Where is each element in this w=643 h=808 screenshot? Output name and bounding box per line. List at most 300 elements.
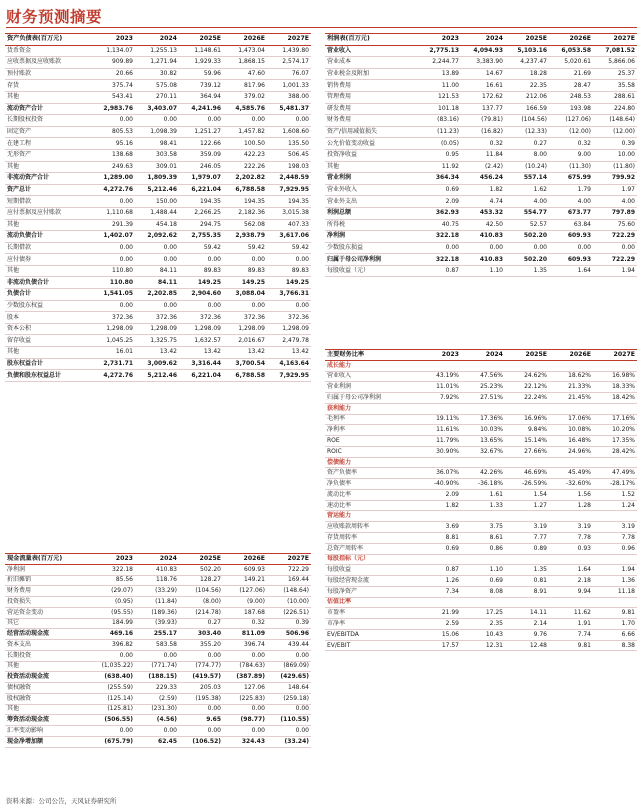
cell-value: 2,202.82 [223,173,267,185]
cell-value: 1.28 [549,500,593,511]
cell-value: 609.93 [223,564,267,575]
table-row [325,522,637,533]
cell-value: (95.55) [91,607,135,618]
cell-value: (79.81) [461,115,505,127]
cell-value: 10.00 [593,149,637,161]
row-label: 营业收入 [325,371,417,382]
cell-value: 100.50 [223,138,267,150]
cell-value: 187.68 [223,607,267,618]
cell-value: 0.00 [179,300,223,312]
cell-value: 2,731.71 [91,358,135,370]
table-row [5,161,311,173]
cell-value: (419.57) [179,672,223,683]
cell-value: 249.63 [91,161,135,173]
cell-value: 5,212.46 [135,184,179,196]
cell-value: 10.03% [461,425,505,436]
cell-value: 0.39 [593,138,637,150]
cell-value: 59.42 [267,242,311,254]
cell-value: 4,585.76 [223,103,267,115]
table-row [325,393,637,404]
cell-value: 6,221.04 [179,184,223,196]
table-row [325,149,637,161]
cell-value: 46.69% [505,468,549,479]
cell-value: 1.94 [593,565,637,576]
row-label: 股权融资 [5,693,91,704]
row-label: 营业收入 [325,45,417,57]
table-row [5,726,311,737]
cell-value: 5,212.46 [135,370,179,382]
table-row [5,335,311,347]
table-row [325,68,637,80]
cell-value: 9.81 [593,608,637,619]
cell-value [417,403,461,414]
cell-value: 0.00 [505,242,549,254]
cell-value: 0.00 [91,242,135,254]
cell-value: 5,103.16 [505,45,549,57]
cell-value [593,554,637,565]
cell-value: (0.05) [417,138,461,150]
column-header: 2024 [461,350,505,361]
row-label: 营业成本 [325,57,417,69]
row-label: 其他 [5,265,91,277]
cell-value: 0.00 [267,254,311,266]
section-label: 获利能力 [325,403,417,414]
cell-value: 18.28 [505,68,549,80]
cell-value [417,360,461,371]
row-label: ROE [325,436,417,447]
cell-value: 372.36 [91,312,135,324]
financial-ratios-table [325,349,637,651]
cell-value: 0.00 [223,726,267,737]
cell-value: 172.62 [461,91,505,103]
cell-value: 246.05 [179,161,223,173]
page-title: 财务预测摘要 [6,8,103,26]
cell-value: 0.00 [267,300,311,312]
cell-value: 76.07 [267,68,311,80]
row-label: 流动比率 [325,489,417,500]
cell-value [505,403,549,414]
cell-value [505,511,549,522]
cell-value: 2,983.76 [91,103,135,115]
cell-value: 98.41 [135,138,179,150]
cell-value: 1,134.07 [91,45,135,57]
cell-value: 3,015.38 [267,207,311,219]
section-label: 每股指标（元） [325,554,417,565]
section-label: 偿债能力 [325,457,417,468]
table-row [5,300,311,312]
cell-value: 456.24 [461,173,505,185]
cell-value [461,511,505,522]
cell-value: 1.70 [593,619,637,630]
row-label: 少数股东权益 [5,300,91,312]
cell-value: 4.00 [505,196,549,208]
cell-value: 193.98 [549,103,593,115]
table-row [325,479,637,490]
table-row [325,629,637,640]
cell-value: 543.41 [91,91,135,103]
cell-value: 4.74 [461,196,505,208]
cell-value [549,554,593,565]
cell-value: 294.75 [179,219,223,231]
column-header: 2026E [223,554,267,565]
cell-value: 36.07% [417,468,461,479]
cell-value: 169.44 [267,575,311,586]
cell-value [417,554,461,565]
table-row [5,661,311,672]
column-header: 2026E [223,34,267,46]
table-row [5,575,311,586]
cell-value: (125.14) [91,693,135,704]
cell-value: 95.16 [91,138,135,150]
cell-value: 1,929.33 [179,57,223,69]
cell-value: 722.29 [593,254,637,266]
cell-value: (39.93) [135,618,179,629]
cell-value: 52.57 [505,219,549,231]
cell-value: 148.64 [267,683,311,694]
cell-value: 24.96% [549,446,593,457]
cell-value: 1.62 [505,184,549,196]
cell-value [593,511,637,522]
cell-value: 1.94 [593,265,637,277]
row-label: 营业利润 [325,173,417,185]
cell-value: 7,929.95 [267,370,311,382]
cell-value: 150.00 [135,196,179,208]
cell-value: 3,088.04 [223,289,267,301]
cell-value: 0.89 [505,543,549,554]
cell-value: 309.01 [135,161,179,173]
cell-value: 1.27 [505,500,549,511]
cell-value: 84.11 [135,265,179,277]
cell-value: (12.33) [505,126,549,138]
cell-value: 1.35 [505,265,549,277]
title-rule [6,27,637,28]
cell-value: 20.66 [91,68,135,80]
cell-value: 0.00 [223,254,267,266]
row-label: 营业外支出 [325,196,417,208]
cash-flow-table [5,553,311,748]
cell-value: 1.33 [461,500,505,511]
cell-value: 16.61 [461,80,505,92]
cell-value: 47.56% [461,371,505,382]
cell-value: 2,574.17 [267,57,311,69]
table-row [5,68,311,80]
cell-value: 1,289.00 [91,173,135,185]
cell-value: 24.62% [505,371,549,382]
cell-value: (869.09) [267,661,311,672]
cell-value: 1,251.27 [179,126,223,138]
section-row [325,360,637,371]
row-label: 债权融资 [5,683,91,694]
cell-value: 0.96 [593,543,637,554]
column-header: 2026E [549,350,593,361]
cell-value: 0.87 [417,565,461,576]
cell-value: 3,383.90 [461,57,505,69]
column-header: 2027E [267,34,311,46]
cell-value: (506.55) [91,715,135,726]
cell-value: 1.79 [549,184,593,196]
cell-value: 0.00 [135,115,179,127]
table-row [5,184,311,196]
cell-value: 1,045.25 [91,335,135,347]
cell-value: 811.09 [223,629,267,640]
table-row [5,173,311,185]
cell-value [461,597,505,608]
source-note: 资料来源：公司公告，天风证券研究所 [6,797,117,805]
cell-value: 322.18 [91,564,135,575]
cell-value: (148.64) [267,586,311,597]
column-header: 2026E [549,34,593,46]
cell-value: 8.38 [593,640,637,651]
cell-value: 1,868.15 [223,57,267,69]
cell-value: 3.19 [505,522,549,533]
table-row [325,231,637,243]
row-label: 资本公积 [5,323,91,335]
table-row [5,149,311,161]
cell-value: 4,237.47 [505,57,549,69]
cell-value: 609.93 [549,231,593,243]
cell-value: 0.00 [179,254,223,266]
cell-value: -26.59% [505,479,549,490]
cell-value: 1.10 [461,565,505,576]
cell-value: 1,255.13 [135,45,179,57]
header-row [325,350,637,361]
cell-value: 583.58 [135,640,179,651]
table-row [5,219,311,231]
cell-value: 0.00 [267,704,311,715]
cell-value: 2,182.36 [223,207,267,219]
cell-value: (104.56) [179,586,223,597]
cell-value: 2,479.78 [267,335,311,347]
cell-value: 45.49% [549,468,593,479]
cell-value: 9.84% [505,425,549,436]
cell-value: 5,481.37 [267,103,311,115]
cell-value: 28.42% [593,446,637,457]
cell-value: 18.42% [593,393,637,404]
cell-value: 303.58 [135,149,179,161]
cell-value: 410.83 [461,231,505,243]
cell-value: (0.95) [91,597,135,608]
row-label: 汇率变动影响 [5,726,91,737]
cell-value: 17.57 [417,640,461,651]
cell-value: 0.39 [267,618,311,629]
table-row [5,370,311,382]
cell-value: (4.56) [135,715,179,726]
table-row [325,608,637,619]
cell-value: 149.25 [179,277,223,289]
cell-value: 1.36 [593,576,637,587]
cell-value: 59.96 [179,68,223,80]
cell-value: 407.33 [267,219,311,231]
row-label: 其他 [5,661,91,672]
cell-value: (259.18) [267,693,311,704]
cell-value: 121.53 [417,91,461,103]
cell-value: 21.99 [417,608,461,619]
cell-value: 27.66% [505,446,549,457]
table-row [325,103,637,115]
cell-value: 13.89 [417,68,461,80]
balance-sheet-table [5,33,311,382]
cell-value: (10.00) [267,597,311,608]
cell-value: 32.67% [461,446,505,457]
row-label: 速动比率 [325,500,417,511]
cell-value: 22.35 [505,80,549,92]
cell-value: 739.12 [179,80,223,92]
cell-value: 0.81 [505,576,549,587]
cell-value [461,403,505,414]
row-label: 长期股权投资 [5,115,91,127]
cell-value: 1,271.94 [135,57,179,69]
cell-value: 422.23 [223,149,267,161]
cell-value: 3.75 [461,522,505,533]
column-header: 2023 [91,34,135,46]
row-label: 净利润 [5,564,91,575]
cell-value: 0.00 [179,650,223,661]
row-label: 短期借款 [5,196,91,208]
section-row [325,597,637,608]
table-row [5,265,311,277]
cell-value: 128.27 [179,575,223,586]
cell-value: 7.77 [505,533,549,544]
cell-value: 288.61 [593,91,637,103]
cell-value: (255.59) [91,683,135,694]
row-label: 应收账款周转率 [325,522,417,533]
cell-value: (127.06) [549,115,593,127]
row-label: 应付债券 [5,254,91,266]
cell-value: 1,402.07 [91,231,135,243]
cell-value: (195.38) [179,693,223,704]
row-label: 投资活动现金流 [5,672,91,683]
table-row [325,242,637,254]
cell-value: 4,241.96 [179,103,223,115]
cell-value: 118.76 [135,575,179,586]
cell-value: 0.00 [91,300,135,312]
row-label: 管理费用 [325,91,417,103]
cell-value: 135.50 [267,138,311,150]
cell-value: 110.80 [91,265,135,277]
cell-value: 2.14 [505,619,549,630]
cell-value: 8.08 [461,586,505,597]
table-title: 主要财务比率 [325,350,417,361]
cell-value: 1.54 [505,489,549,500]
cell-value [461,554,505,565]
column-header: 2024 [135,554,179,565]
table-row [5,618,311,629]
table-row [5,312,311,324]
cell-value: 557.14 [505,173,549,185]
cell-value: 0.00 [223,300,267,312]
cell-value: (33.24) [267,736,311,747]
row-label: 负债和股东权益总计 [5,370,91,382]
table-row [325,425,637,436]
cell-value: 454.18 [135,219,179,231]
section-row [325,554,637,565]
cell-value: 6,788.58 [223,370,267,382]
section-row [325,511,637,522]
row-label: 非流动负债合计 [5,277,91,289]
header-row [5,554,311,565]
cell-value: 2.18 [549,576,593,587]
cell-value: 12.48 [505,640,549,651]
cell-value: 28.47 [549,80,593,92]
row-label: 销售费用 [325,80,417,92]
cell-value: 506.45 [267,149,311,161]
table-row [325,265,637,277]
cell-value: 372.36 [135,312,179,324]
cell-value: 85.56 [91,575,135,586]
cell-value: 1.91 [549,619,593,630]
table-row [325,533,637,544]
cell-value: (214.78) [179,607,223,618]
cell-value: 0.00 [593,242,637,254]
table-row [325,161,637,173]
cell-value: 2,448.59 [267,173,311,185]
row-label: 利润总额 [325,207,417,219]
table-row [5,347,311,359]
row-label: 其他 [325,161,417,173]
cell-value: 375.74 [91,80,135,92]
cell-value: 439.44 [267,640,311,651]
row-label: 市净率 [325,619,417,630]
cell-value: 13.42 [267,347,311,359]
cell-value: 805.53 [91,126,135,138]
cell-value: 396.74 [223,640,267,651]
table-row [325,254,637,266]
row-label: 财务费用 [5,586,91,597]
table-row [5,650,311,661]
cell-value: 42.50 [461,219,505,231]
row-label: 固定资产 [5,126,91,138]
table-row [325,489,637,500]
column-header: 2027E [593,34,637,46]
row-label: 资产总计 [5,184,91,196]
section-row [325,457,637,468]
table-row [5,323,311,335]
table-row [5,683,311,694]
cell-value: 388.00 [267,91,311,103]
cell-value: 6,221.04 [179,370,223,382]
table-row [5,715,311,726]
row-label: 营业利润 [325,382,417,393]
cell-value: 17.25 [461,608,505,619]
cell-value [593,360,637,371]
cell-value [417,511,461,522]
table-row [325,586,637,597]
cell-value: 1,325.75 [135,335,179,347]
cell-value: 18.62% [549,371,593,382]
cell-value: 0.00 [267,115,311,127]
table-row [325,619,637,630]
cell-value: 0.00 [223,704,267,715]
row-label: 货币资金 [5,45,91,57]
cell-value: 0.00 [135,254,179,266]
cell-value: 322.18 [417,254,461,266]
cell-value: 149.25 [267,277,311,289]
cell-value: (189.36) [135,607,179,618]
cell-value: 1,809.39 [135,173,179,185]
cell-value: (110.55) [267,715,311,726]
cell-value: 7.78 [593,533,637,544]
table-row [5,597,311,608]
cell-value: 355.20 [179,640,223,651]
cell-value: 909.89 [91,57,135,69]
row-label: 预付账款 [5,68,91,80]
cell-value: 0.00 [91,196,135,208]
cell-value: 5,020.61 [549,57,593,69]
row-label: EV/EBITDA [325,629,417,640]
cell-value: 212.06 [505,91,549,103]
cell-value: 62.45 [135,736,179,747]
cell-value: 7.34 [417,586,461,597]
